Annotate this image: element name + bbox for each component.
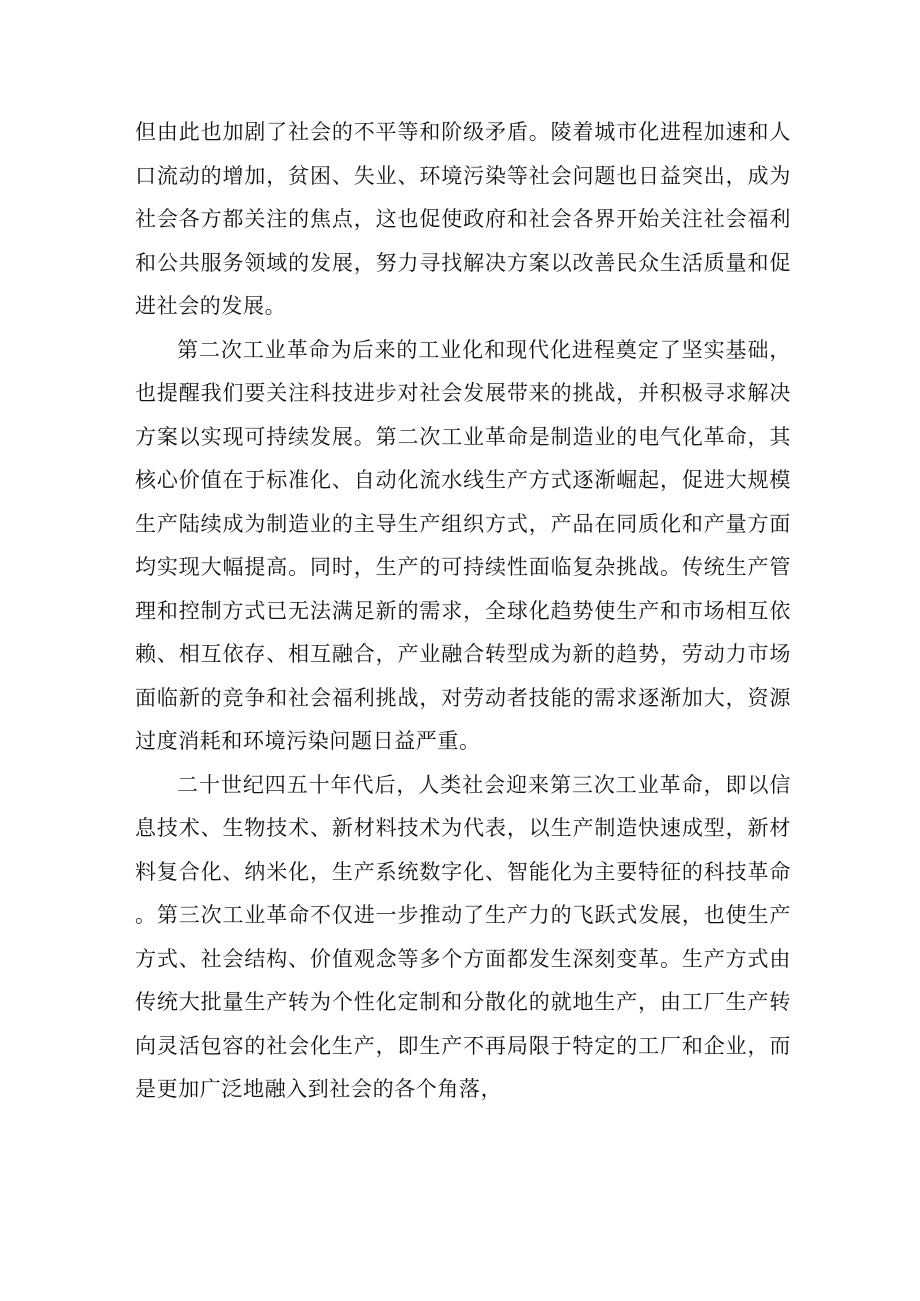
paragraph-second-industrial-revolution: 第二次工业革命为后来的工业化和现代化进程奠定了坚实基础，也提醒我们要关注科技进步对社会发展带来的挑战，并积极寻求解决方案以实现可持续发展。第二次工业革命是制造业的电气化革命，其核心价值在于标准化、自动化流水线生产方式逐渐崛起，促进大规模生产陆续成为制造业的主导生产组织方式，产品在同质化和产量方面均实现大幅提高。同时，生产的可持续性面临复杂挑战。传统生产管理和控制方式已无法满足新的需求，全球化趋势使生产和市场相互依赖、相互依存、相互融合，产业融合转型成为新的趋势，劳动力市场面临新的竞争和社会福利挑战，对劳动者技能的需求逐渐加大，资源过度消耗和环境污染问题日益严重。	[135, 337, 791, 753]
body-text	[135, 111, 791, 1112]
paragraph-continuation: 但由此也加剧了社会的不平等和阶级矛盾。陵着城市化进程加速和人口流动的增加，贫困、失业、环境污染等社会问题也日益突出，成为社会各方都关注的焦点，这也促使政府和社会各界开始关注社会福利和公共服务领域的发展，努力寻找解决方案以改善民众生活质量和促进社会的发展。	[135, 120, 791, 318]
paragraph-third-industrial-revolution: 二十世纪四五十年代后，人类社会迎来第三次工业革命，即以信息技术、生物技术、新材料技术为代表，以生产制造快速成型，新材料复合化、纳米化，生产系统数字化、智能化为主要特征的科技革命。第三次工业革命不仅进一步推动了生产力的飞跃式发展，也使生产方式、社会结构、价值观念等多个方面都发生深刻变革。生产方式由传统大批量生产转为个性化定制和分散化的就地生产，由工厂生产转向灵活包容的社会化生产，即生产不再局限于特定的工厂和企业，而是更加广泛地融入到社会的各个角落，	[135, 772, 791, 1101]
